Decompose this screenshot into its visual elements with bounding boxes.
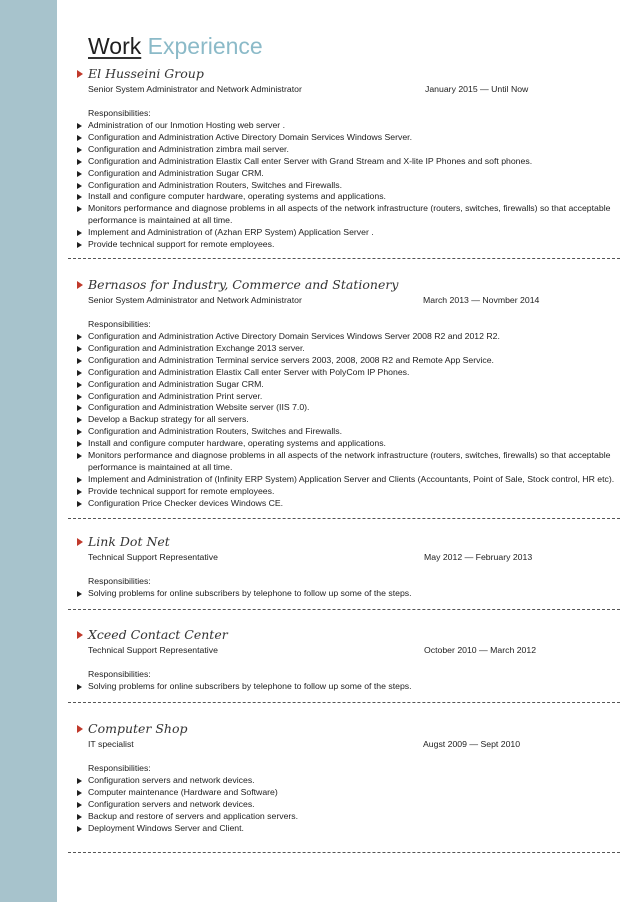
responsibility-item xyxy=(0,823,638,835)
black-triangle-bullet-icon xyxy=(77,441,82,447)
black-triangle-bullet-icon xyxy=(77,123,82,129)
black-triangle-bullet-icon xyxy=(77,477,82,483)
company-name: Xceed Contact Center xyxy=(88,627,228,642)
role-row xyxy=(0,644,638,657)
black-triangle-bullet-icon xyxy=(77,135,82,141)
responsibility-item xyxy=(0,367,638,379)
responsibility-text: Configuration and Administration Sugar CRM. xyxy=(88,167,264,178)
black-triangle-bullet-icon xyxy=(77,814,82,820)
responsibility-text: Solving problems for online subscribers by telephone to follow up some of the steps. xyxy=(88,588,412,598)
black-triangle-bullet-icon xyxy=(77,183,82,189)
black-triangle-bullet-icon xyxy=(77,489,82,495)
job-title: Senior System Administrator and Network Administrator xyxy=(88,295,302,305)
experience-entry xyxy=(0,534,638,600)
section-divider xyxy=(68,258,620,259)
black-triangle-bullet-icon xyxy=(77,230,82,236)
black-triangle-bullet-icon xyxy=(77,346,82,352)
role-row xyxy=(0,738,638,751)
responsibility-item xyxy=(0,486,638,498)
black-triangle-bullet-icon xyxy=(77,147,82,153)
black-triangle-bullet-icon xyxy=(77,370,82,376)
job-title: Technical Support Representative xyxy=(88,552,218,562)
responsibility-text: Deployment Windows Server and Client. xyxy=(88,822,244,833)
company-row xyxy=(0,277,638,293)
responsibilities-label: Responsibilities: xyxy=(88,763,151,773)
black-triangle-bullet-icon xyxy=(77,159,82,165)
page-title-second-word: Experience xyxy=(147,33,263,59)
responsibility-item xyxy=(0,811,638,823)
company-name: Bernasos for Industry, Commerce and Stationery xyxy=(88,277,399,292)
responsibility-item xyxy=(0,498,638,510)
black-triangle-bullet-icon xyxy=(77,826,82,832)
black-triangle-bullet-icon xyxy=(77,334,82,340)
responsibility-item xyxy=(0,450,638,474)
experience-entry xyxy=(0,627,638,693)
role-row xyxy=(0,83,638,96)
black-triangle-bullet-icon xyxy=(77,501,82,507)
red-triangle-bullet-icon xyxy=(77,631,83,639)
responsibility-text: Configuration and Administration zimbra mail server. xyxy=(88,143,289,154)
job-dates: January 2015 — Until Now xyxy=(425,84,529,94)
company-name: El Husseini Group xyxy=(88,66,204,81)
black-triangle-bullet-icon xyxy=(77,194,82,200)
responsibility-item xyxy=(0,168,638,180)
responsibility-text: Configuration and Administration Print server. xyxy=(88,390,263,401)
black-triangle-bullet-icon xyxy=(77,802,82,808)
black-triangle-bullet-icon xyxy=(77,429,82,435)
responsibility-text: Configuration and Administration Elastix Call enter Server with Grand Stream and X-lite IP Phones and soft phones. xyxy=(88,155,533,166)
job-dates: March 2013 — Novmber 2014 xyxy=(423,295,540,305)
responsibility-text: Install and configure computer hardware, operating systems and applications. xyxy=(88,438,386,449)
black-triangle-bullet-icon xyxy=(77,358,82,364)
responsibility-text: Configuration and Administration Website server (IIS 7.0). xyxy=(88,402,310,413)
responsibility-item xyxy=(0,474,638,486)
responsibility-text: Configuration and Administration Routers, Switches and Firewalls. xyxy=(88,179,342,190)
responsibility-item xyxy=(0,191,638,203)
responsibility-item xyxy=(0,799,638,811)
responsibility-text: Configuration and Administration Terminal service servers 2003, 2008, 2008 R2 and Remote App Service. xyxy=(88,354,494,365)
company-row xyxy=(0,534,638,550)
responsibilities-list xyxy=(0,681,638,693)
red-triangle-bullet-icon xyxy=(77,538,83,546)
responsibility-item xyxy=(0,402,638,414)
responsibility-item xyxy=(0,239,638,251)
job-dates: October 2010 — March 2012 xyxy=(424,645,537,655)
responsibility-item xyxy=(0,355,638,367)
black-triangle-bullet-icon xyxy=(77,242,82,248)
responsibilities-list xyxy=(0,120,638,251)
job-title: IT specialist xyxy=(88,739,134,749)
responsibility-text: Provide technical support for remote employees. xyxy=(88,485,275,496)
red-triangle-bullet-icon xyxy=(77,725,83,733)
company-row xyxy=(0,66,638,82)
section-divider xyxy=(68,609,620,610)
responsibility-item xyxy=(0,426,638,438)
responsibility-item xyxy=(0,203,638,227)
responsibility-text: Administration of our Inmotion Hosting web server . xyxy=(88,120,286,130)
job-dates: May 2012 — February 2013 xyxy=(424,552,533,562)
responsibility-text: Backup and restore of servers and application servers. xyxy=(88,810,299,821)
company-name: Link Dot Net xyxy=(88,534,170,549)
responsibilities-label: Responsibilities: xyxy=(88,108,151,118)
role-row xyxy=(0,294,638,307)
responsibilities-label: Responsibilities: xyxy=(88,319,151,329)
black-triangle-bullet-icon xyxy=(77,394,82,400)
responsibility-text: Monitors performance and diagnose problems in all aspects of the network infrastructure (routers, switches, firewalls) so that acceptable performance is maintained at all time. xyxy=(88,203,611,226)
responsibility-item xyxy=(0,144,638,156)
responsibility-text: Implement and Administration of (Infinity ERP System) Application Server and Clients (Accountants, Point of Sale, Stock control, HR etc). xyxy=(88,473,615,484)
responsibility-text: Configuration and Administration Elastix Call enter Server with PolyCom IP Phones. xyxy=(88,366,410,377)
responsibilities-label: Responsibilities: xyxy=(88,669,151,679)
black-triangle-bullet-icon xyxy=(77,417,82,423)
experience-entry xyxy=(0,66,638,251)
responsibility-text: Configuration and Administration Exchange 2013 server. xyxy=(88,342,305,353)
responsibility-text: Configuration Price Checker devices Windows CE. xyxy=(88,497,284,508)
responsibility-text: Configuration and Administration Sugar CRM. xyxy=(88,378,264,389)
job-title: Technical Support Representative xyxy=(88,645,218,655)
section-divider xyxy=(68,852,620,853)
experience-entry xyxy=(0,721,638,835)
responsibility-item xyxy=(0,156,638,168)
page-title xyxy=(88,32,263,60)
responsibility-text: Computer maintenance (Hardware and Software) xyxy=(88,786,278,797)
responsibility-item xyxy=(0,343,638,355)
responsibility-text: Solving problems for online subscribers by telephone to follow up some of the steps. xyxy=(88,681,412,691)
responsibilities-list xyxy=(0,331,638,510)
black-triangle-bullet-icon xyxy=(77,405,82,411)
section-divider xyxy=(68,702,620,703)
black-triangle-bullet-icon xyxy=(77,790,82,796)
responsibility-item xyxy=(0,681,638,693)
company-row xyxy=(0,627,638,643)
black-triangle-bullet-icon xyxy=(77,591,82,597)
black-triangle-bullet-icon xyxy=(77,382,82,388)
responsibilities-list xyxy=(0,775,638,835)
responsibility-item xyxy=(0,379,638,391)
responsibility-item xyxy=(0,438,638,450)
responsibility-item xyxy=(0,331,638,343)
company-name: Computer Shop xyxy=(88,721,188,736)
black-triangle-bullet-icon xyxy=(77,778,82,784)
responsibility-text: Implement and Administration of (Azhan ERP System) Application Server . xyxy=(88,227,374,238)
job-dates: Augst 2009 — Sept 2010 xyxy=(423,739,521,749)
responsibility-item xyxy=(0,414,638,426)
responsibility-item xyxy=(0,180,638,192)
responsibility-text: Configuration and Administration Active Directory Domain Services Windows Server. xyxy=(88,131,412,142)
company-row xyxy=(0,721,638,737)
responsibility-text: Develop a Backup strategy for all servers. xyxy=(88,414,249,425)
responsibility-item xyxy=(0,588,638,600)
responsibilities-label: Responsibilities: xyxy=(88,576,151,586)
responsibility-text: Configuration and Administration Routers, Switches and Firewalls. xyxy=(88,426,342,437)
black-triangle-bullet-icon xyxy=(77,684,82,690)
responsibility-text: Install and configure computer hardware, operating systems and applications. xyxy=(88,191,386,202)
responsibility-text: Configuration servers and network devices. xyxy=(88,775,255,785)
section-divider xyxy=(68,518,620,519)
responsibility-text: Configuration servers and network devices. xyxy=(88,798,255,809)
job-title: Senior System Administrator and Network Administrator xyxy=(88,84,302,94)
responsibility-item xyxy=(0,775,638,787)
responsibility-item xyxy=(0,227,638,239)
page-title-first-word: Work xyxy=(88,33,142,59)
experience-entry xyxy=(0,277,638,510)
black-triangle-bullet-icon xyxy=(77,206,82,212)
responsibility-item xyxy=(0,132,638,144)
responsibilities-list xyxy=(0,588,638,600)
responsibility-item xyxy=(0,391,638,403)
responsibility-item xyxy=(0,120,638,132)
role-row xyxy=(0,551,638,564)
responsibility-text: Monitors performance and diagnose problems in all aspects of the network infrastructure (routers, switches, firewalls) so that acceptable performance is maintained at all time. xyxy=(88,450,611,472)
black-triangle-bullet-icon xyxy=(77,453,82,459)
responsibility-text: Configuration and Administration Active Directory Domain Services Windows Server 2008 R2 and 2012 R2. xyxy=(88,331,500,341)
responsibility-text: Provide technical support for remote employees. xyxy=(88,239,275,250)
red-triangle-bullet-icon xyxy=(77,281,83,289)
responsibility-item xyxy=(0,787,638,799)
red-triangle-bullet-icon xyxy=(77,70,83,78)
black-triangle-bullet-icon xyxy=(77,171,82,177)
